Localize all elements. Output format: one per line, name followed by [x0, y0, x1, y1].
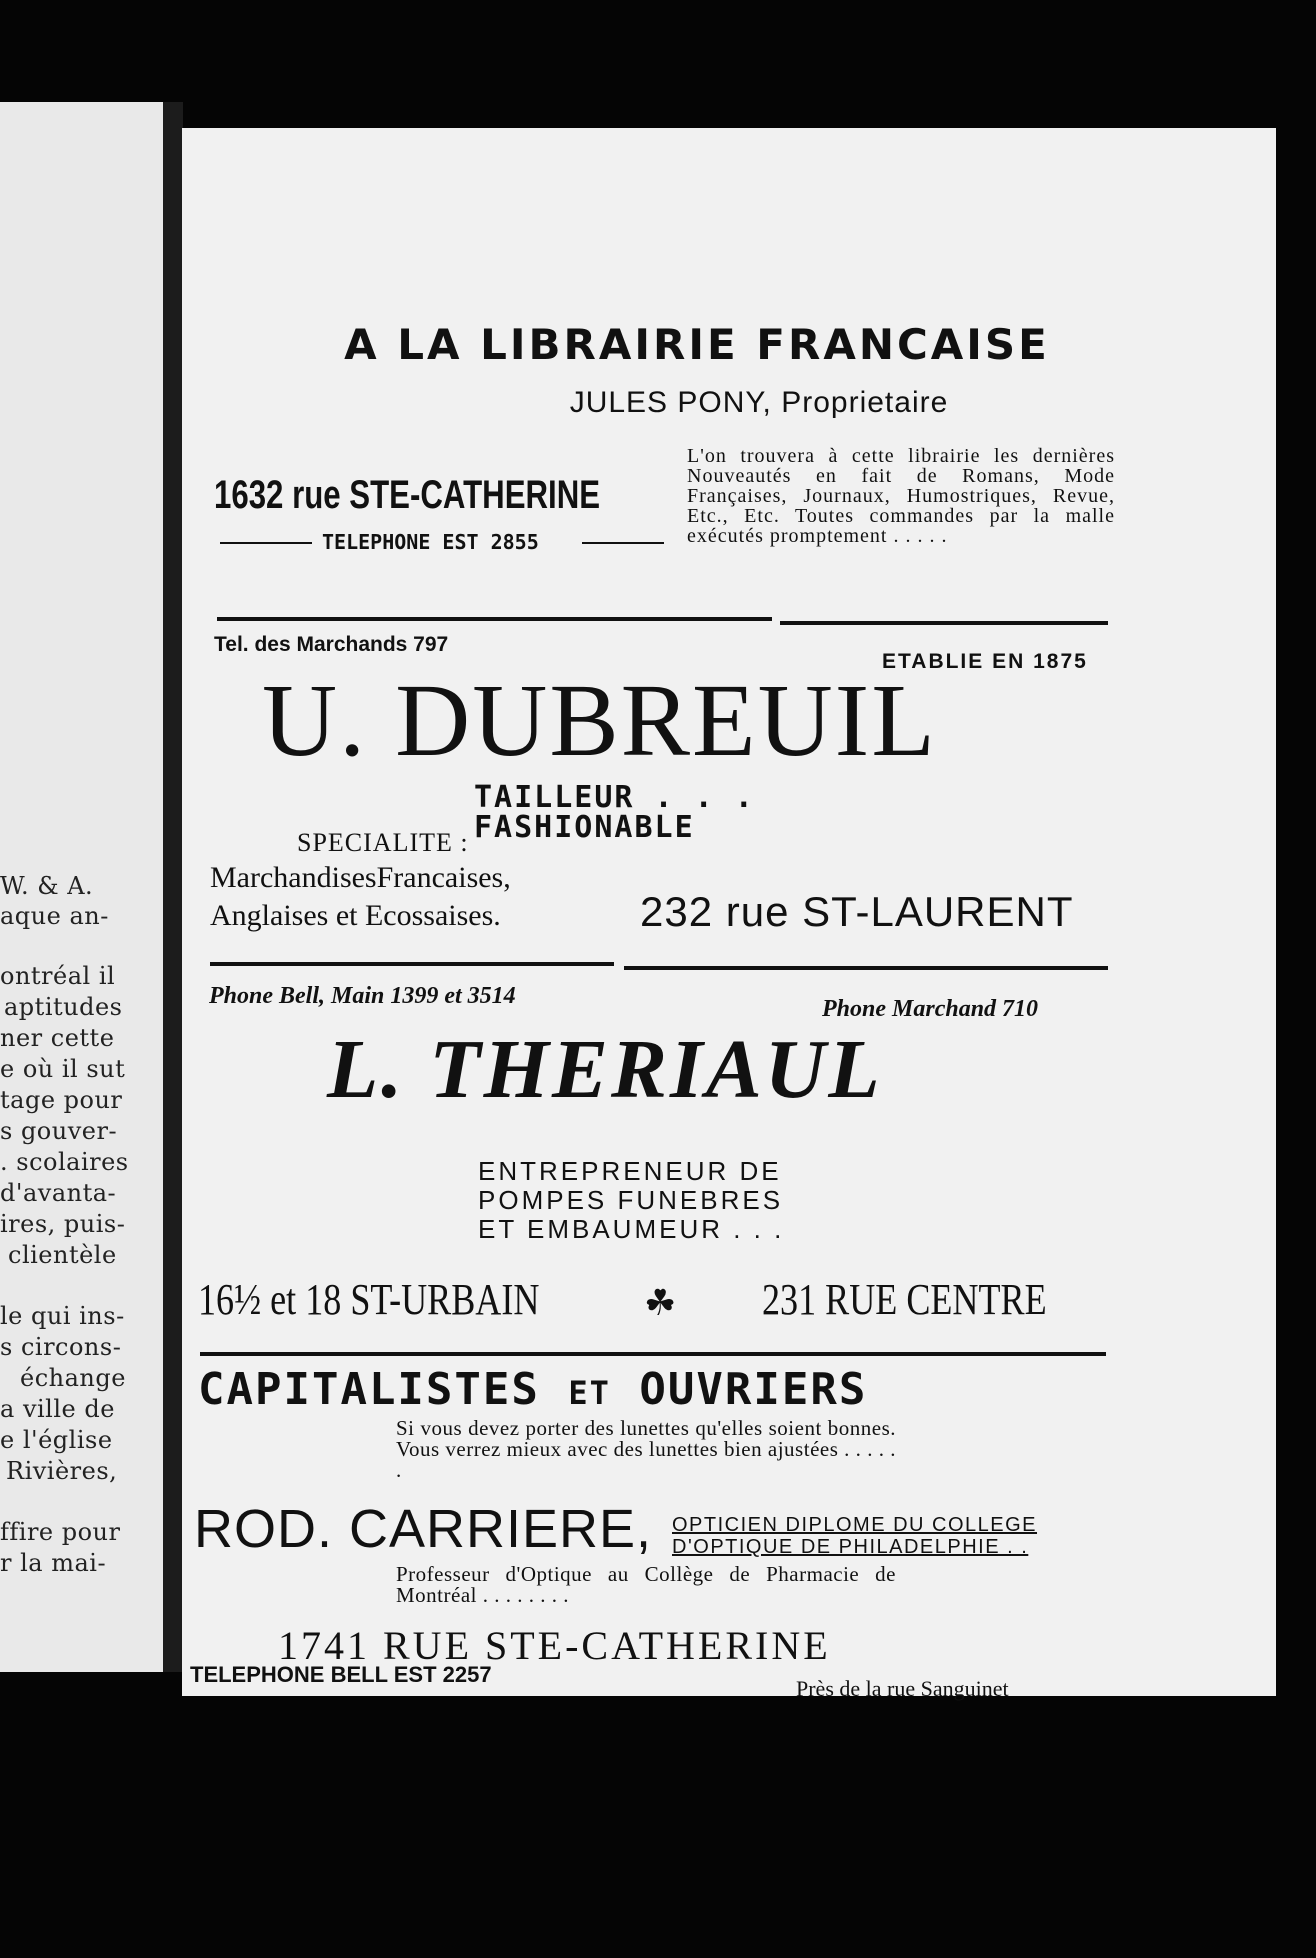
headline-et: ET: [568, 1374, 611, 1412]
left-text-line: . scolaires: [0, 1148, 129, 1176]
divider: [582, 542, 664, 544]
capitalistes-headline: [198, 1364, 867, 1415]
librairie-address: 1632 rue STE-CATHERINE: [214, 473, 601, 517]
section-divider: [210, 962, 614, 966]
left-text-line: aque an-: [0, 902, 109, 930]
carriere-professor: Professeur d'Optique au Collège de Pharmacie de Montréal . . . . . . . .: [396, 1562, 896, 1607]
theriaul-phone-marchand: Phone Marchand 710: [822, 996, 1039, 1022]
dubreuil-trade-1: TAILLEUR . . .: [474, 780, 755, 815]
carriere-address: 1741 RUE STE-CATHERINE: [278, 1623, 831, 1668]
librairie-description: L'on trouvera à cette librairie les dernières Nouveautés en fait de Romans, Mode Françaises, Journaux, Humostriques, Revue, Etc., Etc. Toutes commandes par la malle exécutés promptement . . . . .: [687, 445, 1115, 547]
theriaul-trade-2: POMPES FUNEBRES: [478, 1185, 784, 1215]
left-text-line: ontréal il: [0, 962, 116, 990]
section-divider: [624, 966, 1108, 970]
left-text-line: clientèle: [8, 1241, 117, 1269]
left-page-fragment: [0, 102, 170, 1672]
dubreuil-goods-1: MarchandisesFrancaises,: [210, 861, 511, 894]
page-gutter: [163, 102, 183, 1672]
proprietor-line: JULES PONY, Proprietaire: [569, 386, 949, 419]
left-text-line: s circons-: [0, 1333, 122, 1361]
left-text-line: ner cette: [0, 1024, 115, 1052]
dubreuil-address: 232 rue ST-LAURENT: [640, 888, 1074, 935]
dubreuil-established: ETABLIE EN 1875: [882, 650, 1088, 673]
left-text-line: s gouver-: [0, 1117, 118, 1145]
left-text-line: W. & A.: [0, 872, 94, 900]
left-text-line: e où il sut: [0, 1055, 126, 1083]
theriaul-phone-bell: Phone Bell, Main 1399 et 3514: [209, 983, 516, 1009]
dubreuil-tel: Tel. des Marchands 797: [214, 633, 449, 656]
headline-ouvriers: OUVRIERS: [639, 1364, 868, 1415]
left-text-line: ires, puis-: [0, 1210, 126, 1238]
section-divider: [780, 621, 1108, 625]
carriere-telephone: TELEPHONE BELL EST 2257: [190, 1662, 492, 1687]
dubreuil-trade-2: FASHIONABLE: [474, 810, 695, 845]
left-text-line: le qui ins-: [0, 1302, 125, 1330]
left-text-line: aptitudes: [4, 993, 123, 1021]
section-divider: [200, 1352, 1106, 1356]
clover-ornament-icon: ☘: [644, 1283, 677, 1323]
librairie-title: A LA LIBRAIRIE FRANCAISE: [344, 320, 1050, 369]
divider: [220, 542, 312, 544]
carriere-location: Près de la rue Sanguinet: [796, 1676, 1009, 1701]
left-text-line: tage pour: [0, 1086, 123, 1114]
theriaul-trade-1: ENTREPRENEUR DE: [478, 1156, 782, 1186]
left-text-line: échange: [20, 1364, 126, 1392]
section-divider: [217, 617, 772, 621]
left-text-line: ffire pour: [0, 1518, 121, 1546]
dubreuil-name: U. DUBREUIL: [262, 663, 937, 778]
headline-capitalistes: CAPITALISTES: [198, 1364, 540, 1415]
specialite-label: SPECIALITE :: [297, 828, 469, 857]
carriere-credential-1: OPTICIEN DIPLOME DU COLLEGE: [672, 1514, 1038, 1536]
carriere-name: ROD. CARRIERE,: [194, 1499, 653, 1559]
left-text-line: e l'église: [0, 1426, 113, 1454]
librairie-telephone: TELEPHONE EST 2855: [322, 530, 539, 554]
left-text-line: d'avanta-: [0, 1179, 117, 1207]
dubreuil-goods-2: Anglaises et Ecossaises.: [210, 899, 501, 932]
carriere-credential-2: D'OPTIQUE DE PHILADELPHIE . .: [672, 1536, 1029, 1558]
carriere-intro: Si vous devez porter des lunettes qu'elles soient bonnes. Vous verrez mieux avec des lunettes bien ajustées . . . . . .: [396, 1416, 896, 1482]
theriaul-address-2: 231 RUE CENTRE: [762, 1275, 1047, 1324]
theriaul-address-1: 16½ et 18 ST-URBAIN: [198, 1275, 540, 1324]
left-text-line: Rivières,: [6, 1457, 118, 1485]
theriaul-trade-3: ET EMBAUMEUR . . .: [478, 1214, 785, 1244]
left-text-line: a ville de: [0, 1395, 115, 1423]
theriaul-name: L. THERIAUL: [327, 1023, 883, 1116]
left-text-line: r la mai-: [0, 1549, 107, 1577]
advertisement-page: [182, 128, 1276, 1701]
